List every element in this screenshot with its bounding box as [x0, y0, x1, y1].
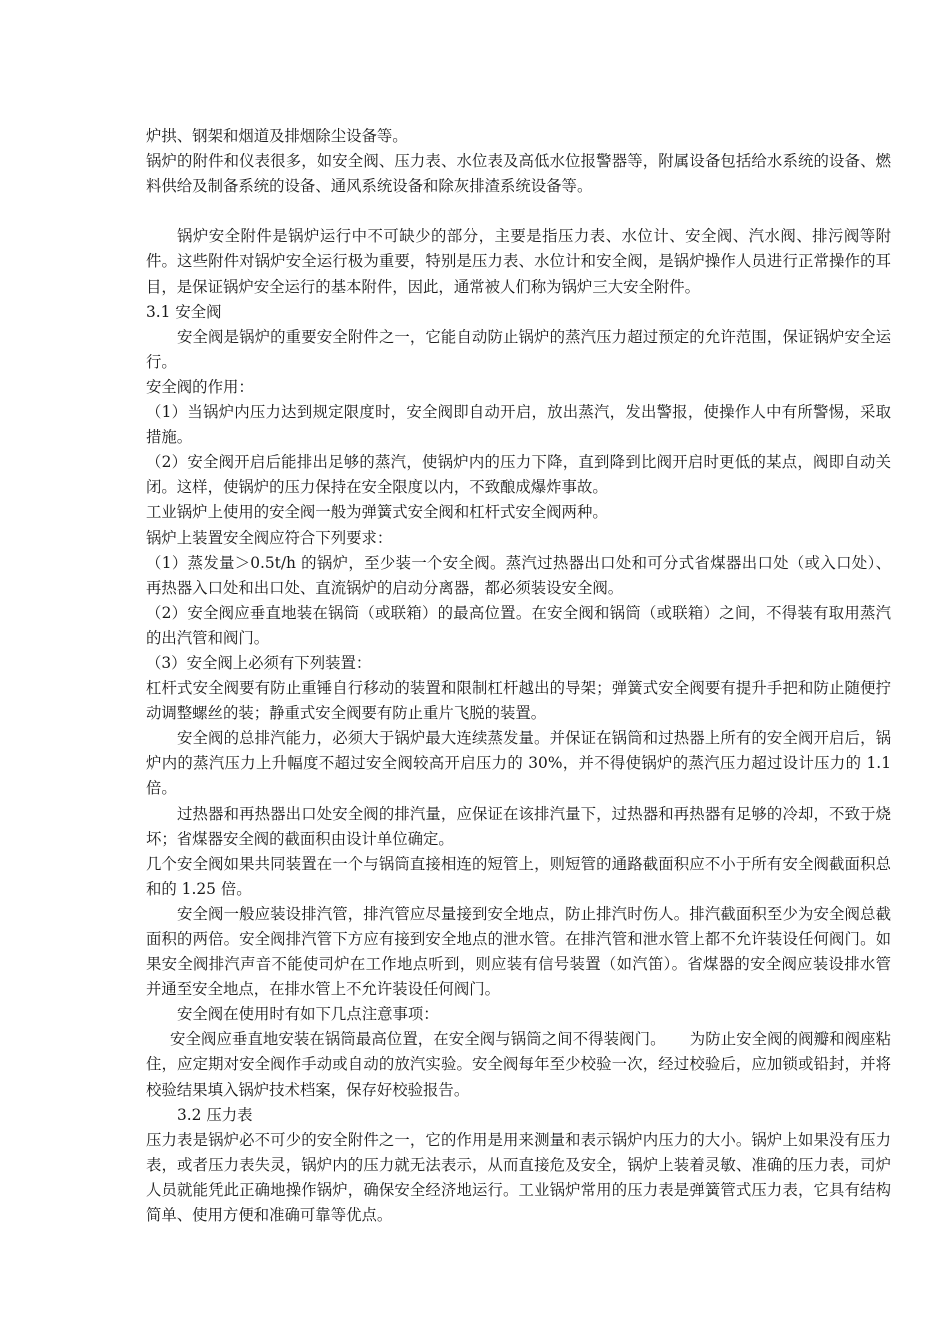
usage-note-b: 为防止安全阀的阀瓣和阀座粘住，应定期对安全阀作手动或自动的放汽实验。安全阀每年至少校验一次，经过校验后，应加锁或铅封，并将校验结果填入锅炉技术档案，保存好校验报告。: [146, 1030, 891, 1099]
requirement-item-2: （2）安全阀应垂直地装在锅筒（或联箱）的最高位置。在安全阀和锅筒（或联箱）之间，不得装有取用蒸汽的出汽管和阀门。: [146, 603, 891, 647]
section-heading-pressure-gauge: 3.2 压力表: [177, 1105, 253, 1124]
requirements-title: 锅炉上装置安全阀应符合下列要求：: [146, 528, 393, 547]
discharge-capacity-paragraph: 安全阀的总排汽能力，必须大于锅炉最大连续蒸发量。并保证在锅筒和过热器上所有的安全阀开启后，锅炉内的蒸汽压力上升幅度不超过安全阀较高开启压力的 30%，并不得使锅炉的蒸汽压力超过设计压力的 1.1 倍。: [146, 729, 891, 798]
requirement-item-3: （3）安全阀上必须有下列装置：: [146, 653, 372, 672]
usage-note-a: 安全阀应垂直地安装在锅筒最高位置，在安全阀与锅筒之间不得装阀门。: [170, 1030, 666, 1049]
usage-notes-paragraph: [146, 1027, 891, 1102]
function-title: 安全阀的作用：: [146, 377, 254, 396]
document-body: [146, 124, 891, 1228]
function-item-1: （1）当锅炉内压力达到规定限度时，安全阀即自动开启，放出蒸汽，发出警报，使操作人中有所警惕，采取措施。: [146, 403, 891, 447]
safety-valve-intro: 安全阀是锅炉的重要安全附件之一，它能自动防止锅炉的蒸汽压力超过预定的允许范围，保证锅炉安全运行。: [146, 327, 891, 371]
pressure-gauge-paragraph: 压力表是锅炉必不可少的安全附件之一，它的作用是用来测量和表示锅炉内压力的大小。锅炉上如果没有压力表，或者压力表失灵，锅炉内的压力就无法表示，从而直接危及安全，锅炉上装着灵敏、准确的压力表，司炉人员就能凭此正确地操作锅炉，确保安全经济地运行。工业锅炉常用的压力表是弹簧管式压力表，它具有结构简单、使用方便和准确可靠等优点。: [146, 1130, 891, 1225]
requirement-item-3-detail: 杠杆式安全阀要有防止重锤自行移动的装置和限制杠杆越出的导架；弹簧式安全阀要有提升手把和防止随便拧动调整螺丝的装；静重式安全阀要有防止重片飞脱的装置。: [146, 679, 891, 723]
safety-accessories-paragraph: 锅炉安全附件是锅炉运行中不可缺少的部分，主要是指压力表、水位计、安全阀、汽水阀、排污阀等附件。这些附件对锅炉安全运行极为重要，特别是压力表、水位计和安全阀，是锅炉操作人员进行正常操作的耳目，是保证锅炉安全运行的基本附件，因此，通常被人们称为锅炉三大安全附件。: [146, 227, 891, 296]
superheater-paragraph: 过热器和再热器出口处安全阀的排汽量，应保证在该排汽量下，过热器和再热器有足够的冷却，不致于烧坏；省煤器安全阀的截面积由设计单位确定。: [146, 804, 891, 848]
short-pipe-paragraph: 几个安全阀如果共同装置在一个与锅筒直接相连的短管上，则短管的通路截面积应不小于所有安全阀截面积总和的 1.25 倍。: [146, 854, 891, 898]
function-item-2: （2）安全阀开启后能排出足够的蒸汽，使锅炉内的压力下降，直到降到比阀开启时更低的某点，阀即自动关闭。这样，使锅炉的压力保持在安全限度以内，不致酿成爆炸事故。: [146, 453, 891, 497]
usage-notes-title: 安全阀在使用时有如下几点注意事项：: [177, 1005, 439, 1024]
intro-line: 炉拱、钢架和烟道及排烟除尘设备等。: [146, 127, 408, 145]
exhaust-pipe-paragraph: 安全阀一般应装设排汽管，排汽管应尽量接到安全地点，防止排汽时伤人。排汽截面积至少为安全阀总截面积的两倍。安全阀排汽管下方应有接到安全地点的泄水管。在排汽管和泄水管上都不允许装设任何阀门。如果安全阀排汽声音不能使司炉在工作地点听到，则应装有信号装置（如汽笛）。省煤器的安全阀应装设排水管并通至安全地点，在排水管上不允许装设任何阀门。: [146, 904, 891, 999]
valve-types: 工业锅炉上使用的安全阀一般为弹簧式安全阀和杠杆式安全阀两种。: [146, 503, 608, 522]
accessories-paragraph: 锅炉的附件和仪表很多，如安全阀、压力表、水位表及高低水位报警器等，附属设备包括给水系统的设备、燃料供给及制备系统的设备、通风系统设备和除灰排渣系统设备等。: [146, 152, 891, 196]
section-heading-safety-valve: 3.1 安全阀: [146, 302, 222, 321]
blank-line: [146, 199, 891, 224]
requirement-item-1: （1）蒸发量＞0.5t/h 的锅炉，至少装一个安全阀。蒸汽过热器出口处和可分式省煤器出口处（或入口处）、再热器入口处和出口处、直流锅炉的启动分离器，都必须装设安全阀。: [146, 553, 891, 597]
